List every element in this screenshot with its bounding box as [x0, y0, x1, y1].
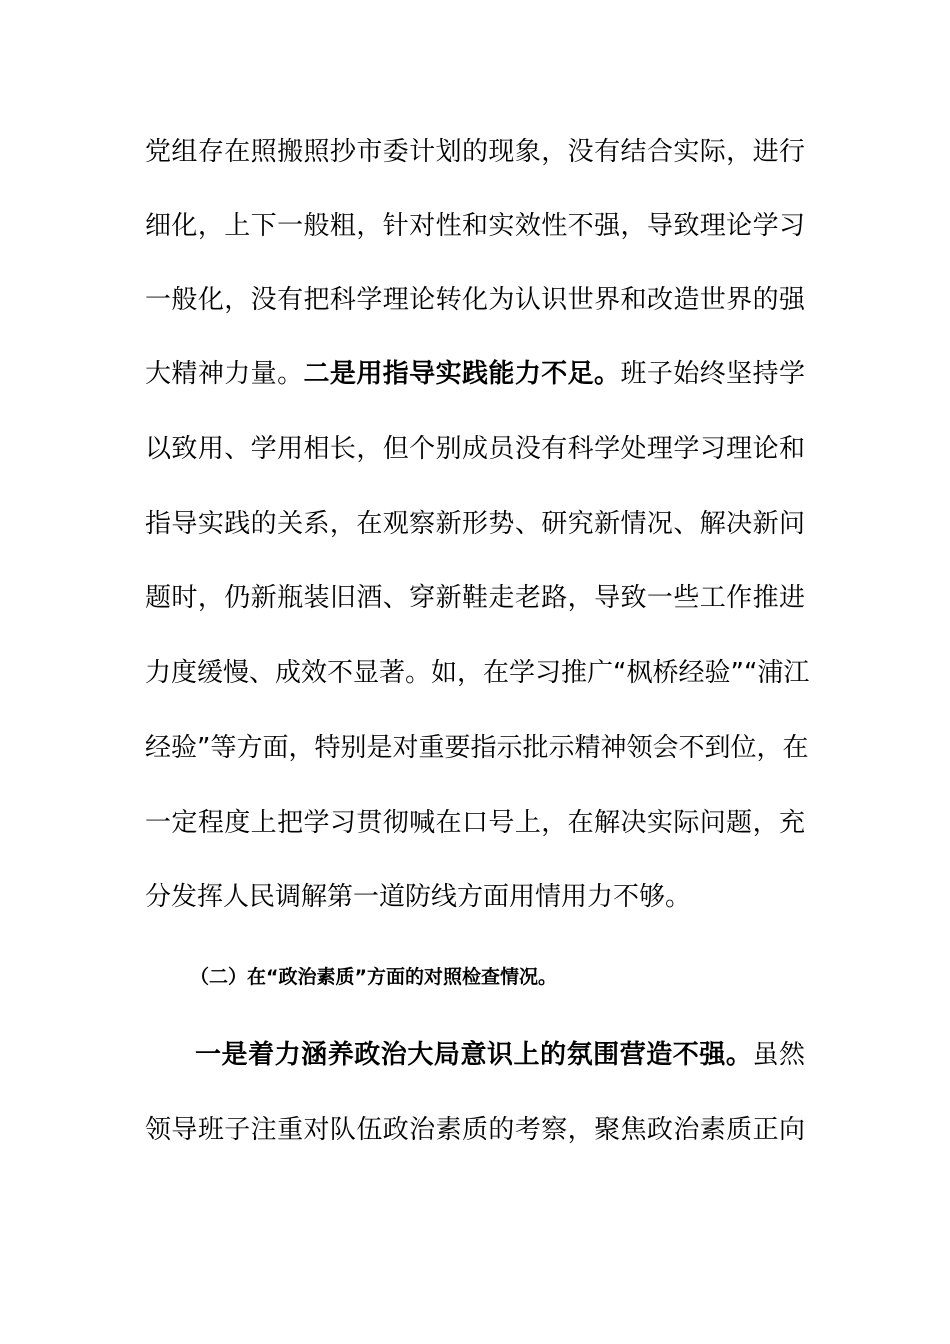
bold-point-heading: 二是用指导实践能力不足。	[303, 359, 621, 389]
paragraph-line: 一般化，没有把科学理论转化为认识世界和改造世界的强	[145, 285, 805, 315]
section-heading: （二）在“政治素质”方面的对照检查情况。	[190, 966, 557, 988]
plain-text: 大精神力量。	[145, 359, 304, 389]
bold-point-heading: 一是着力涵养政治大局意识上的氛围营造不强。	[195, 1040, 753, 1070]
paragraph-line: 分发挥人民调解第一道防线方面用情用力不够。	[145, 882, 692, 912]
plain-text: 虽然	[752, 1040, 805, 1070]
paragraph-line	[195, 1035, 805, 1075]
paragraph-line: 力度缓慢、成效不显著。如，在学习推广“枫桥经验”“浦江	[145, 658, 810, 688]
paragraph-line: 以致用、学用相长，但个别成员没有科学处理学习理论和	[145, 434, 805, 464]
paragraph-line: 一定程度上把学习贯彻喊在口号上，在解决实际问题，充	[145, 808, 805, 838]
paragraph-line: 领导班子注重对队伍政治素质的考察，聚焦政治素质正向	[145, 1115, 805, 1145]
paragraph-line: 题时，仍新瓶装旧酒、穿新鞋走老路，导致一些工作推进	[145, 583, 805, 613]
paragraph-line: 党组存在照搬照抄市委计划的现象，没有结合实际，进行	[145, 137, 805, 167]
paragraph-line	[145, 354, 805, 394]
paragraph-line: 指导实践的关系，在观察新形势、研究新情况、解决新问	[145, 509, 805, 539]
plain-text: 班子始终坚持学	[620, 359, 805, 389]
paragraph-line: 细化，上下一般粗，针对性和实效性不强，导致理论学习	[145, 211, 805, 241]
paragraph-line: 经验”等方面，特别是对重要指示批示精神领会不到位，在	[145, 733, 809, 763]
